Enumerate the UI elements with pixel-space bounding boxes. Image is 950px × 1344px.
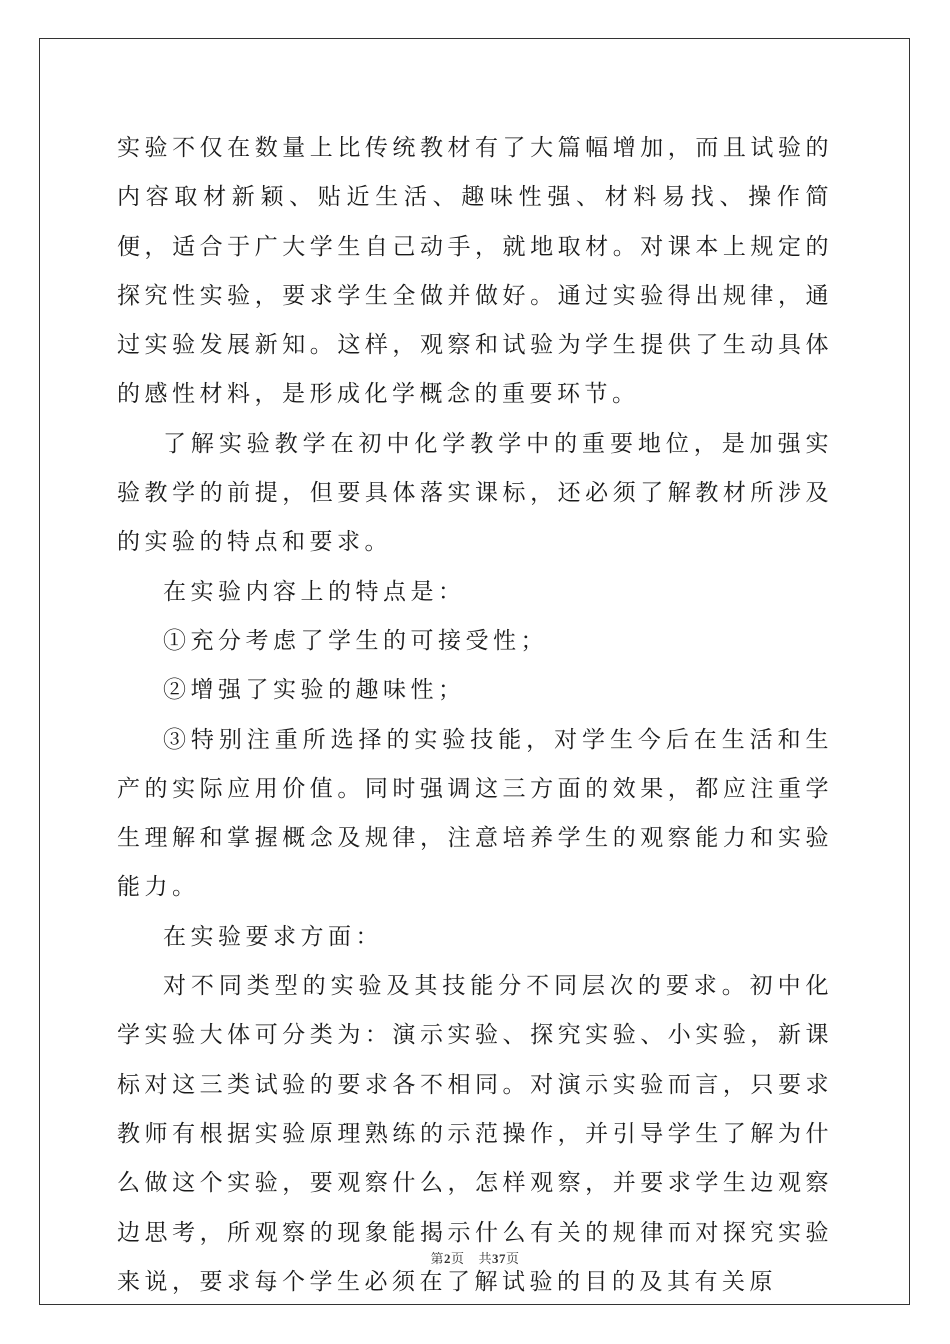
total-suffix: 页 (506, 1252, 520, 1267)
document-body (117, 124, 833, 1307)
total-pages: 37 (492, 1251, 507, 1266)
page-suffix: 页 (450, 1252, 465, 1267)
paragraph: 了解实验教学在初中化学教学中的重要地位，是加强实验教学的前提，但要具体落实课标，还必须了解教材所涉及的实验的特点和要求。 (117, 430, 833, 556)
paragraph: 在实验要求方面： (163, 923, 383, 950)
paragraph: 对不同类型的实验及其技能分不同层次的要求。初中化学实验大体可分类为：演示实验、探究实验、小实验，新课标对这三类试验的要求各不相同。对演示实验而言，只要求教师有根据实验原理熟练的示范操作，并引导学生了解为什么做这个实验，要观察什么，怎样观察，并要求学生边观察边思考，所观察的现象能揭示什么有关的规律而对探究实验来说，要求每个学生必须在了解试验的目的及其有关原 (117, 973, 833, 1295)
total-prefix: 共 (478, 1252, 493, 1267)
page-footer (0, 1248, 950, 1267)
list-item: ①充分考虑了学生的可接受性； (163, 627, 548, 654)
paragraph: 实验不仅在数量上比传统教材有了大篇幅增加，而且试验的内容取材新颖、贴近生活、趣味性强、材料易找、操作简便，适合于广大学生自己动手，就地取材。对课本上规定的探究性实验，要求学生全做并做好。通过实验得出规律，通过实验发展新知。这样，观察和试验为学生提供了生动具体的感性材料，是形成化学概念的重要环节。 (117, 135, 833, 408)
list-item: ②增强了实验的趣味性； (163, 677, 466, 704)
page-prefix: 第 (430, 1252, 444, 1267)
paragraph: 在实验内容上的特点是： (163, 578, 466, 605)
page-number: 2 (443, 1251, 451, 1266)
list-item: ③特别注重所选择的实验技能，对学生今后在生活和生产的实际应用价值。同时强调这三方面的效果，都应注重学生理解和掌握概念及规律，注意培养学生的观察能力和实验能力。 (117, 726, 833, 901)
